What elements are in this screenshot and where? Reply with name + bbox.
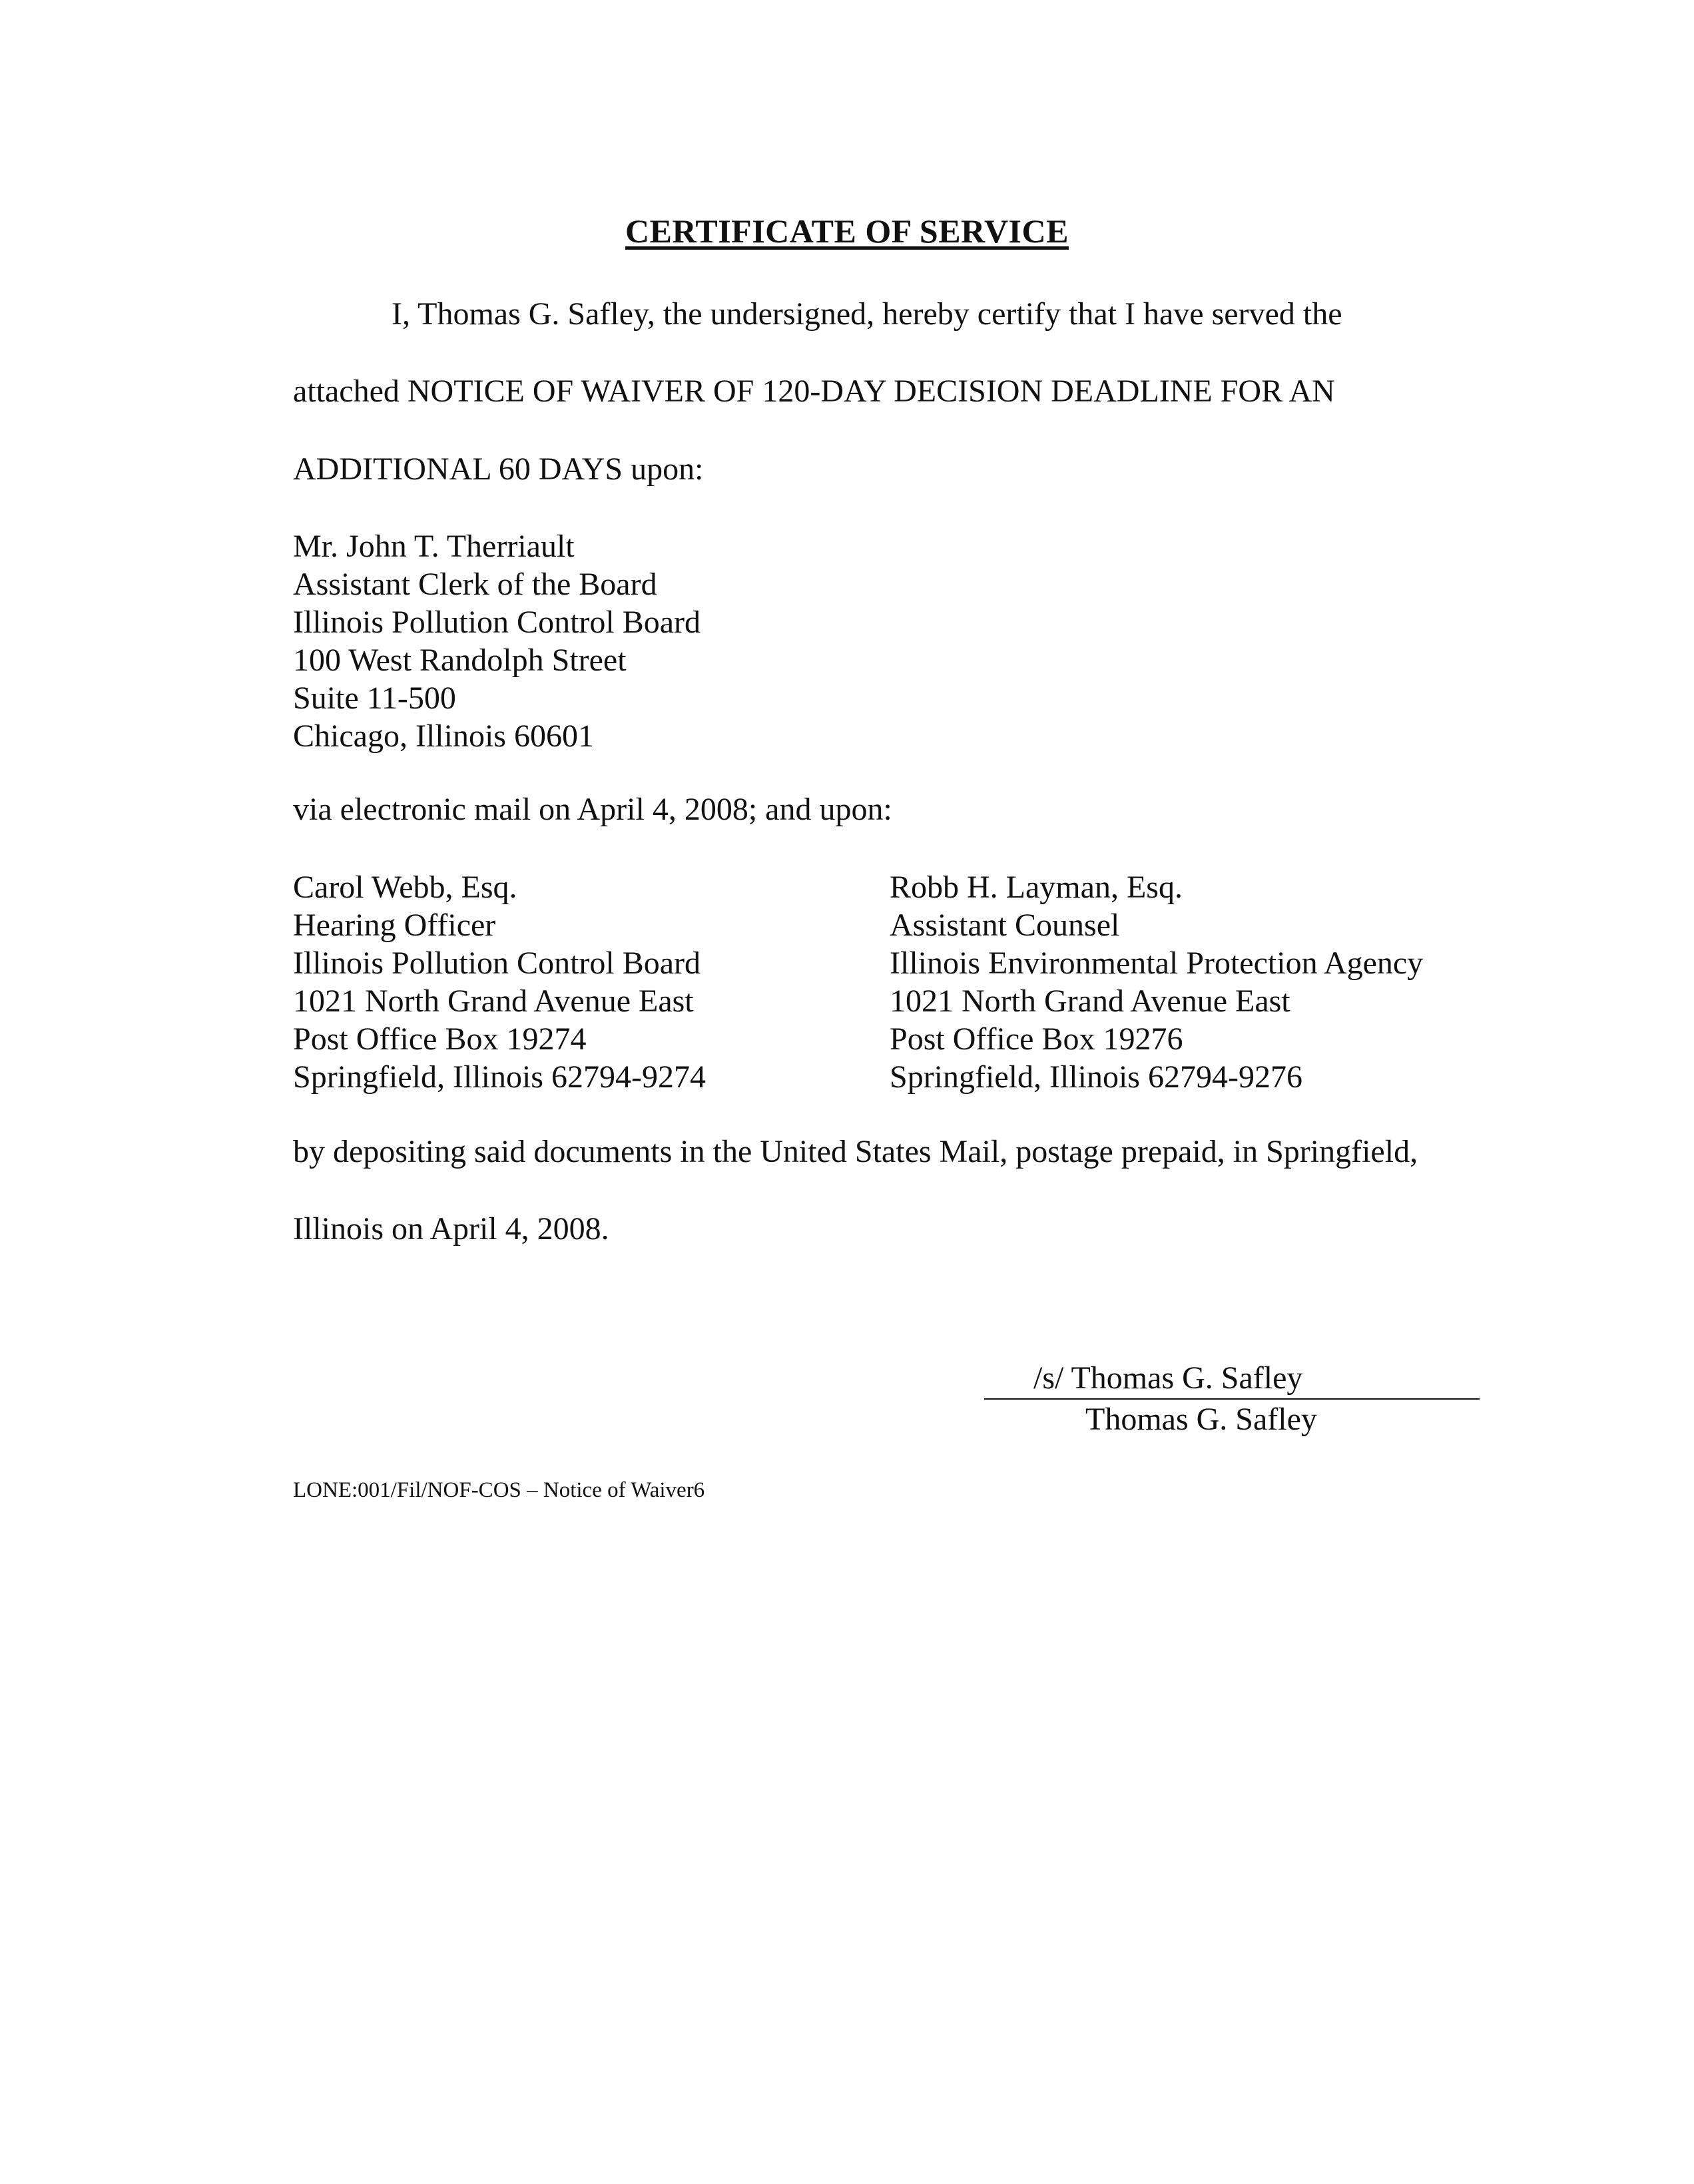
webb-title: Hearing Officer xyxy=(293,908,496,943)
webb-street: 1021 North Grand Avenue East xyxy=(293,983,694,1019)
webb-box: Post Office Box 19274 xyxy=(293,1021,587,1057)
closing-line-2: Illinois on April 4, 2008. xyxy=(293,1211,609,1246)
intro-line-2: attached NOTICE OF WAIVER OF 120-DAY DECISION DEADLINE FOR AN xyxy=(293,374,1335,409)
webb-org: Illinois Pollution Control Board xyxy=(293,946,701,981)
clerk-suite: Suite 11-500 xyxy=(293,681,456,716)
clerk-name: Mr. John T. Therriault xyxy=(293,529,575,564)
intro-line-1: I, Thomas G. Safley, the undersigned, hereby certify that I have served the xyxy=(392,296,1342,332)
signature-block xyxy=(984,1360,1480,1440)
clerk-org: Illinois Pollution Control Board xyxy=(293,605,701,640)
layman-box: Post Office Box 19276 xyxy=(890,1021,1183,1057)
signature-line: /s/ Thomas G. Safley xyxy=(984,1360,1480,1400)
document-title: CERTIFICATE OF SERVICE xyxy=(625,212,1069,250)
layman-name: Robb H. Layman, Esq. xyxy=(890,870,1183,905)
clerk-city: Chicago, Illinois 60601 xyxy=(293,718,594,754)
webb-name: Carol Webb, Esq. xyxy=(293,870,517,905)
document-reference-footer: LONE:001/Fil/NOF-COS – Notice of Waiver6 xyxy=(293,1478,705,1502)
clerk-title: Assistant Clerk of the Board xyxy=(293,567,657,602)
clerk-street: 100 West Randolph Street xyxy=(293,643,627,678)
signer-printed-name: Thomas G. Safley xyxy=(1085,1402,1317,1437)
layman-city: Springfield, Illinois 62794-9276 xyxy=(890,1059,1302,1095)
address-block-webb xyxy=(293,868,706,1096)
layman-org: Illinois Environmental Protection Agency xyxy=(890,946,1424,981)
address-block-layman xyxy=(890,868,1423,1096)
address-block-clerk xyxy=(293,527,701,755)
webb-city: Springfield, Illinois 62794-9274 xyxy=(293,1059,706,1095)
layman-title: Assistant Counsel xyxy=(890,908,1120,943)
closing-line-1: by depositing said documents in the United States Mail, postage prepaid, in Springfield, xyxy=(293,1134,1418,1169)
intro-line-3: ADDITIONAL 60 DAYS upon: xyxy=(293,451,704,487)
layman-street: 1021 North Grand Avenue East xyxy=(890,983,1290,1019)
via-email-line: via electronic mail on April 4, 2008; and upon: xyxy=(293,792,892,827)
